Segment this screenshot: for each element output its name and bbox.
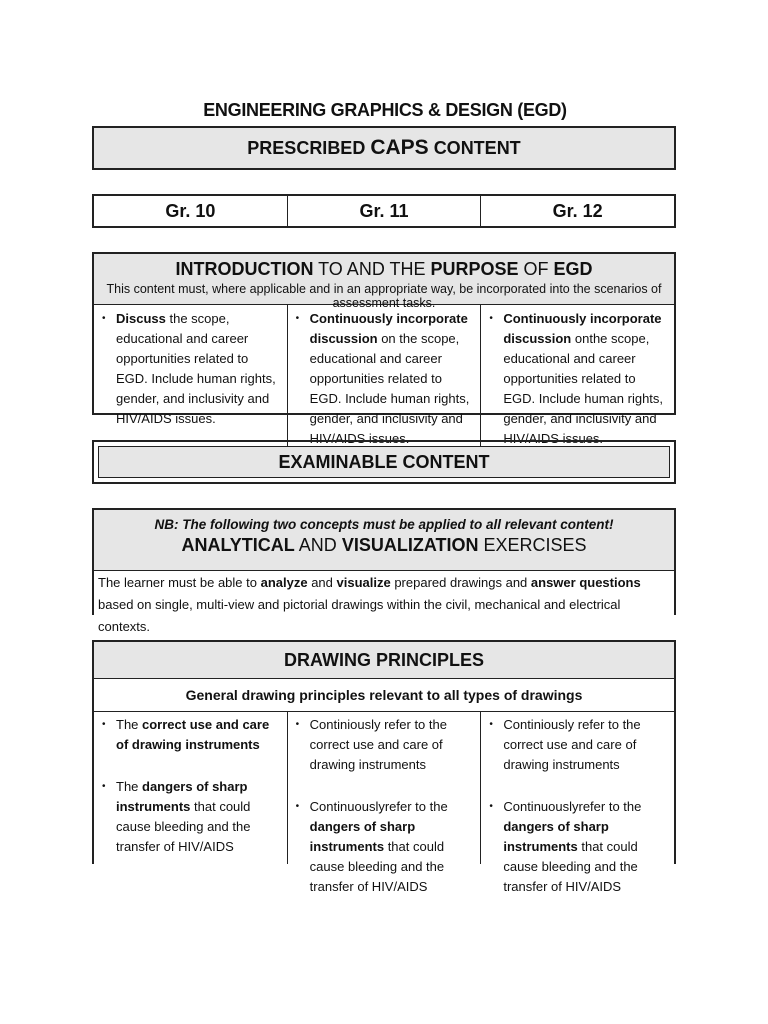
item-bold: Discuss	[116, 311, 166, 326]
bullet-icon: •	[295, 313, 300, 324]
body-part: and	[307, 575, 337, 590]
list-item	[489, 309, 668, 449]
intro-col-grade-10	[94, 305, 288, 449]
intro-col-grade-12	[481, 305, 674, 449]
body-part: The learner must be able to	[98, 575, 261, 590]
item-bold: dangers of sharp instruments	[116, 779, 248, 814]
heading-part: PURPOSE	[430, 259, 519, 279]
banner-text-caps: CAPS	[370, 136, 429, 159]
body-part: prepared drawings and	[390, 575, 531, 590]
banner-text-pre: PRESCRIBED	[247, 137, 366, 158]
body-part: answer questions	[530, 575, 641, 590]
bullet-icon: •	[102, 781, 106, 792]
bullet-icon: •	[489, 313, 493, 324]
heading-part: ANALYTICAL	[181, 535, 295, 555]
heading-part: TO AND THE	[313, 259, 431, 279]
banner-text-post: CONTENT	[433, 137, 521, 158]
introduction-section	[92, 252, 676, 446]
list-item	[296, 797, 475, 897]
analytical-header	[94, 510, 674, 571]
item-text: that could cause bleeding and the transfer of HIV/AIDS	[503, 839, 638, 894]
item-text: on the scope, educational and career opportunities related to EGD. Include human rights, gender, and inclusivity and HIV/AIDS issues.	[309, 331, 470, 446]
list-item	[102, 777, 281, 857]
analytical-heading	[94, 535, 674, 556]
nb-note: NB: The following two concepts must be applied to all relevant content!	[154, 517, 614, 532]
grade-header-row	[92, 194, 676, 228]
prescribed-caps-banner	[92, 126, 676, 170]
bullet-icon: •	[489, 801, 493, 812]
item-bold: dangers of sharp instruments	[503, 819, 609, 854]
item-bold: Continuously incorporate discussion	[503, 311, 662, 346]
introduction-subtitle: This content must, where applicable and in an appropriate way, be incorporated into the scenarios of assessment tasks.	[106, 282, 662, 310]
drawing-col-grade-11	[288, 712, 482, 894]
item-text: Continuouslyrefer to the	[309, 799, 448, 814]
item-bold: dangers of sharp instruments	[309, 819, 416, 854]
drawing-principles-title: DRAWING PRINCIPLES	[94, 642, 674, 679]
bullet-icon: •	[489, 719, 493, 730]
analytical-section	[92, 508, 676, 634]
body-part: based on single, multi-view and pictorial drawings within the civil, mechanical and electrical contexts.	[98, 597, 621, 634]
document-title: ENGINEERING GRAPHICS & DESIGN (EGD)	[203, 100, 567, 120]
item-text: The	[116, 779, 143, 794]
heading-part: INTRODUCTION	[175, 259, 314, 279]
heading-part: VISUALIZATION	[341, 535, 479, 555]
introduction-columns	[94, 305, 674, 449]
item-text: that could cause bleeding and the transfer of HIV/AIDS	[309, 839, 445, 894]
heading-part: EGD	[553, 259, 593, 279]
examinable-content-banner	[92, 440, 676, 484]
intro-col-grade-11	[288, 305, 482, 449]
bullet-icon: •	[295, 801, 300, 812]
bullet-icon: •	[102, 719, 106, 730]
list-item	[489, 715, 668, 775]
item-text: that could cause bleeding and the transfer of HIV/AIDS	[116, 799, 251, 854]
list-item	[102, 309, 281, 429]
grade-12-header: Gr. 12	[552, 200, 603, 221]
item-text: The	[116, 717, 143, 732]
grade-10-header: Gr. 10	[94, 196, 288, 226]
item-text: Continiously refer to the correct use and care of drawing instruments	[503, 717, 641, 772]
drawing-principles-subtitle: General drawing principles relevant to all types of drawings	[94, 679, 674, 712]
body-part: visualize	[336, 575, 391, 590]
introduction-heading	[94, 254, 674, 280]
analytical-body	[94, 571, 674, 634]
item-text: onthe scope, educational and career opportunities related to EGD. Include human rights, gender, and inclusivity and HIV/AIDS issues.	[503, 331, 664, 446]
list-item	[489, 797, 668, 897]
grade-11-header: Gr. 11	[288, 196, 482, 226]
introduction-header	[94, 254, 674, 310]
body-part: analyze	[260, 575, 308, 590]
list-item	[296, 715, 475, 775]
item-text: Continiously refer to the correct use and care of drawing instruments	[309, 717, 447, 772]
drawing-principles-columns	[94, 712, 674, 894]
drawing-col-grade-12	[481, 712, 674, 894]
heading-part: OF	[518, 259, 554, 279]
drawing-col-grade-10	[94, 712, 288, 864]
examinable-content-title: EXAMINABLE CONTENT	[98, 446, 670, 478]
list-item	[102, 715, 281, 755]
list-item	[296, 309, 475, 449]
bullet-icon: •	[102, 313, 106, 324]
bullet-icon: •	[295, 719, 300, 730]
item-text: the scope, educational and career opportunities related to EGD. Include human rights, gender, and inclusivity and HIV/AIDS issues.	[116, 311, 276, 426]
item-text: Continuouslyrefer to the	[503, 799, 642, 814]
drawing-principles-section	[92, 640, 676, 894]
item-bold: correct use and care of drawing instruments	[116, 717, 270, 752]
item-bold: Continuously incorporate discussion	[309, 311, 468, 346]
heading-part: AND	[294, 535, 342, 555]
heading-part: EXERCISES	[478, 535, 587, 555]
